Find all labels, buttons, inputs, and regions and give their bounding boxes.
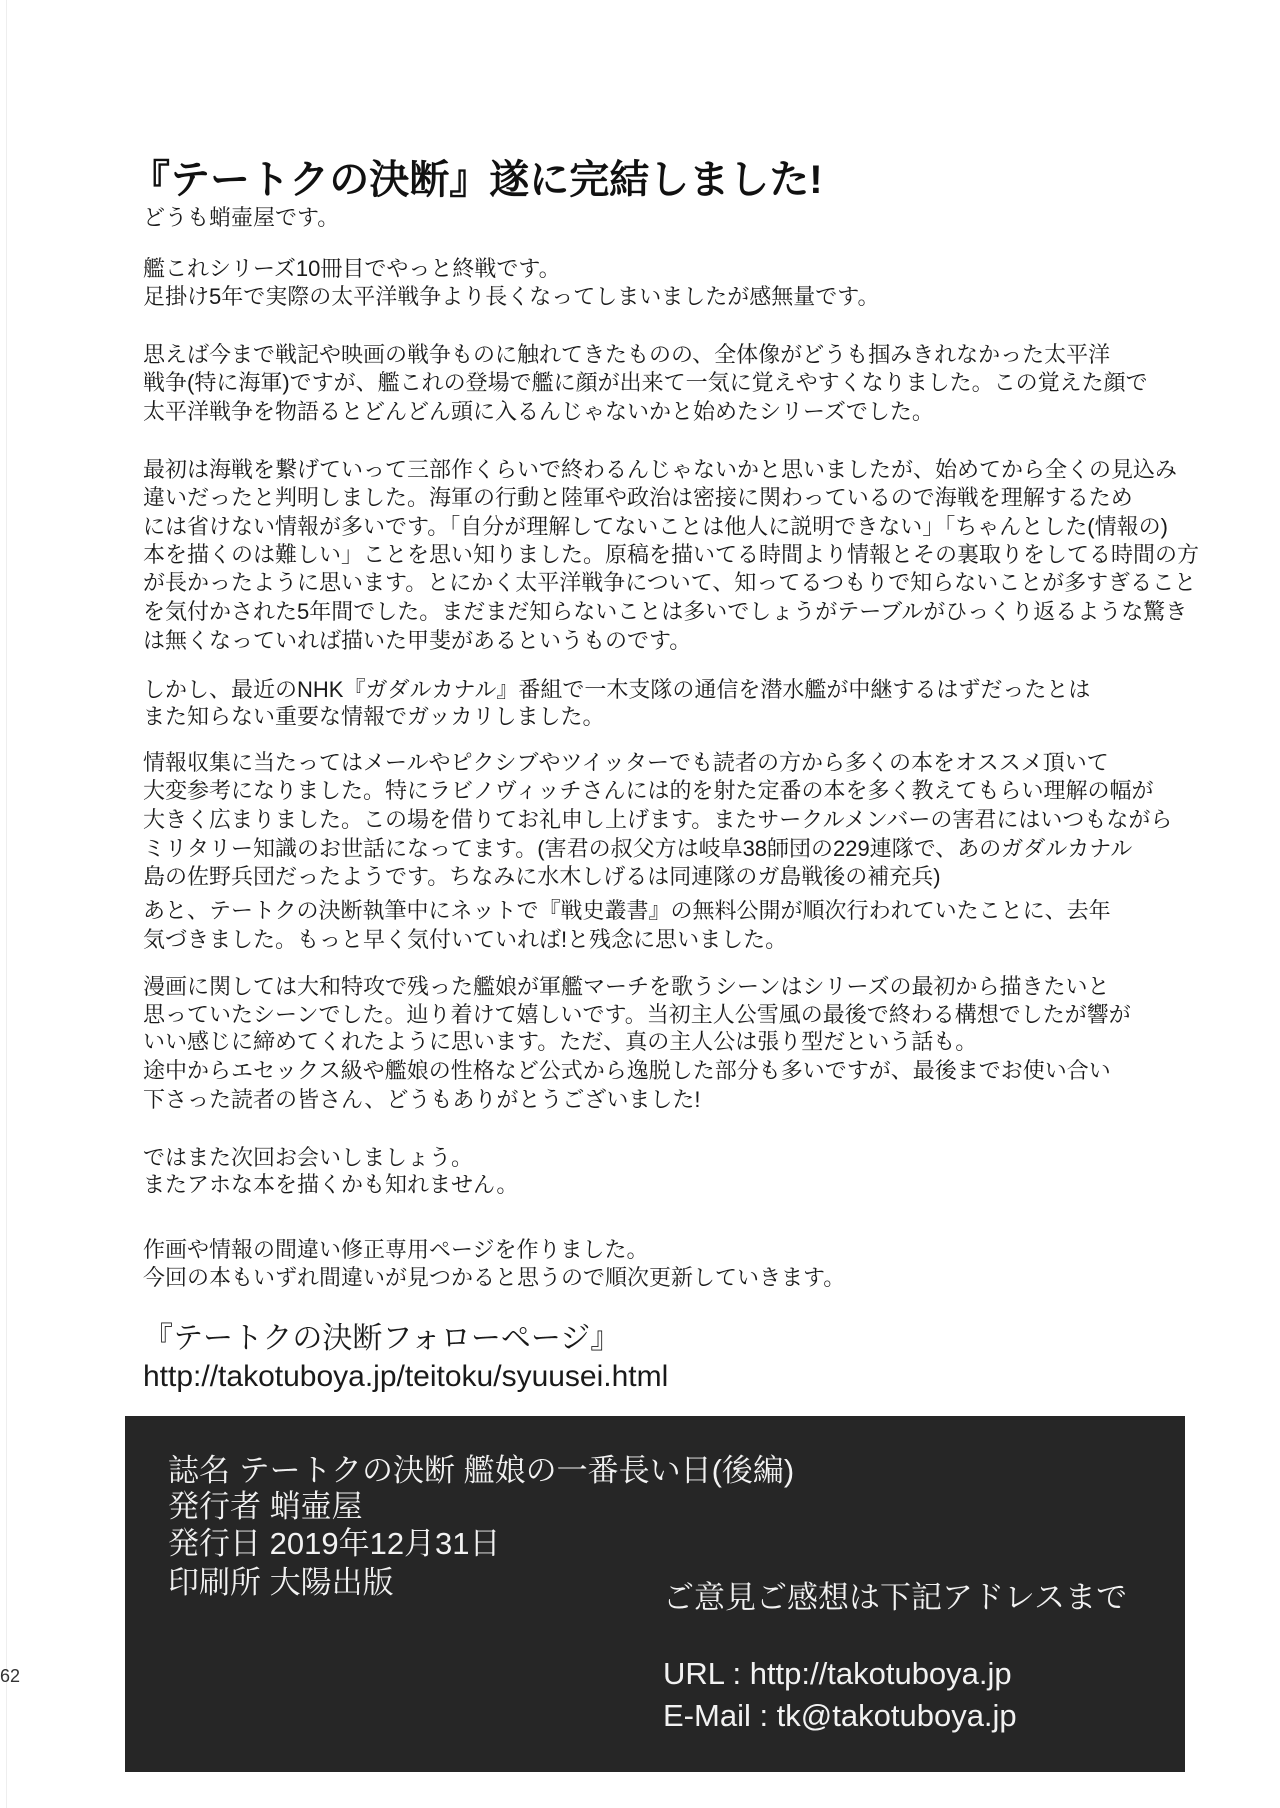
text-line: 思えば今まで戦記や映画の戦争ものに触れてきたものの、全体像がどうも掴みきれなかった太平洋: [143, 342, 1111, 367]
text-line: 最初は海戦を繋げていって三部作くらいで終わるんじゃないかと思いましたが、始めてから全くの見込み: [143, 457, 1178, 482]
text-line: 情報収集に当たってはメールやピクシブやツイッターでも読者の方から多くの本をオススメ頂いて: [143, 750, 1109, 775]
colophon-title: 誌名 テートクの決断 艦娘の一番長い日(後編): [168, 1453, 795, 1488]
colophon-date: 発行日 2019年12月31日: [168, 1526, 501, 1561]
text-line: あと、テートクの決断執筆中にネットで『戦史叢書』の無料公開が順次行われていたことに、去年: [143, 898, 1111, 923]
text-line: 島の佐野兵団だったようです。ちなみに水木しげるは同連隊のガ島戦後の補充兵): [143, 864, 941, 889]
text-line: 太平洋戦争を物語るとどんどん頭に入るんじゃないかと始めたシリーズでした。: [143, 399, 934, 424]
text-line: またアホな本を描くかも知れません。: [143, 1172, 519, 1197]
text-line: 漫画に関しては大和特攻で残った艦娘が軍艦マーチを歌うシーンはシリーズの最初から描きたいと: [143, 974, 1110, 999]
text-line: が長かったように思います。とにかく太平洋戦争について、知ってるつもりで知らないことが多すぎること: [143, 570, 1197, 595]
follow-page-title: 『テートクの決断フォローページ』: [143, 1322, 621, 1355]
text-line: しかし、最近のNHK『ガダルカナル』番組で一木支隊の通信を潜水艦が中継するはずだったとは: [143, 677, 1091, 702]
page-number: 62: [0, 1666, 21, 1686]
colophon-publisher: 発行者 蛸壷屋: [168, 1489, 363, 1524]
text-line: 思っていたシーンでした。辿り着けて嬉しいです。当初主人公雪風の最後で終わる構想でしたが響が: [143, 1002, 1131, 1027]
text-line: 今回の本もいずれ間違いが見つかると思うので順次更新していきます。: [143, 1265, 846, 1290]
text-line: 途中からエセックス級や艦娘の性格など公式から逸脱した部分も多いですが、最後までお使い合い: [143, 1058, 1111, 1083]
contact-email[interactable]: E-Mail : tk@takotuboya.jp: [663, 1698, 1017, 1733]
text-line: 下さった読者の皆さん、どうもありがとうございました!: [143, 1087, 701, 1112]
text-line: 作画や情報の間違い修正専用ページを作りました。: [143, 1237, 649, 1262]
text-line: いい感じに締めてくれたように思います。ただ、真の主人公は張り型だという話も。: [143, 1029, 978, 1054]
page-title: 『テートクの決断』遂に完結しました!: [130, 158, 823, 202]
text-line: ではまた次回お会いしましょう。: [143, 1145, 474, 1170]
text-line: 足掛け5年で実際の太平洋戦争より長くなってしまいましたが感無量です。: [143, 284, 880, 309]
text-line: 気づきました。もっと早く気付いていれば!と残念に思いました。: [143, 927, 788, 952]
text-line: どうも蛸壷屋です。: [143, 205, 340, 230]
text-line: を気付かされた5年間でした。まだまだ知らないことは多いでしょうがテーブルがひっくり返るような驚き: [143, 599, 1188, 624]
colophon-box: [125, 1416, 1185, 1772]
text-line: 艦これシリーズ10冊目でやっと終戦です。: [143, 256, 561, 281]
text-line: ミリタリー知識のお世話になってます。(害君の叔父方は岐阜38師団の229連隊で、あのガダルカナル: [143, 836, 1133, 861]
text-line: 大変参考になりました。特にラビノヴィッチさんには的を射た定番の本を多く教えてもらい理解の幅が: [143, 778, 1154, 803]
text-line: 違いだったと判明しました。海軍の行動と陸軍や政治は密接に関わっているので海戦を理解するため: [143, 485, 1133, 510]
text-line: は無くなっていれば描いた甲斐があるというものです。: [143, 628, 692, 653]
follow-page-url[interactable]: http://takotuboya.jp/teitoku/syuusei.html: [143, 1360, 669, 1393]
text-line: 大きく広まりました。この場を借りてお礼申し上げます。またサークルメンバーの害君にはいつもながら: [143, 807, 1173, 832]
text-line: には省けない情報が多いです。「自分が理解してないことは他人に説明できない」「ちゃんとした(情報の): [143, 514, 1168, 539]
text-line: 戦争(特に海軍)ですが、艦これの登場で艦に顔が出来て一気に覚えやすくなりました。この覚えた顔で: [143, 370, 1148, 395]
text-line: 本を描くのは難しい」ことを思い知りました。原稿を描いてる時間より情報とその裏取りをしてる時間の方: [143, 542, 1200, 567]
page-edge: [6, 0, 7, 1808]
contact-heading: ご意見ご感想は下記アドレスまで: [663, 1580, 1128, 1615]
contact-url[interactable]: URL : http://takotuboya.jp: [663, 1656, 1012, 1691]
text-line: また知らない重要な情報でガッカリしました。: [143, 704, 605, 729]
colophon-printer: 印刷所 大陽出版: [168, 1565, 394, 1600]
